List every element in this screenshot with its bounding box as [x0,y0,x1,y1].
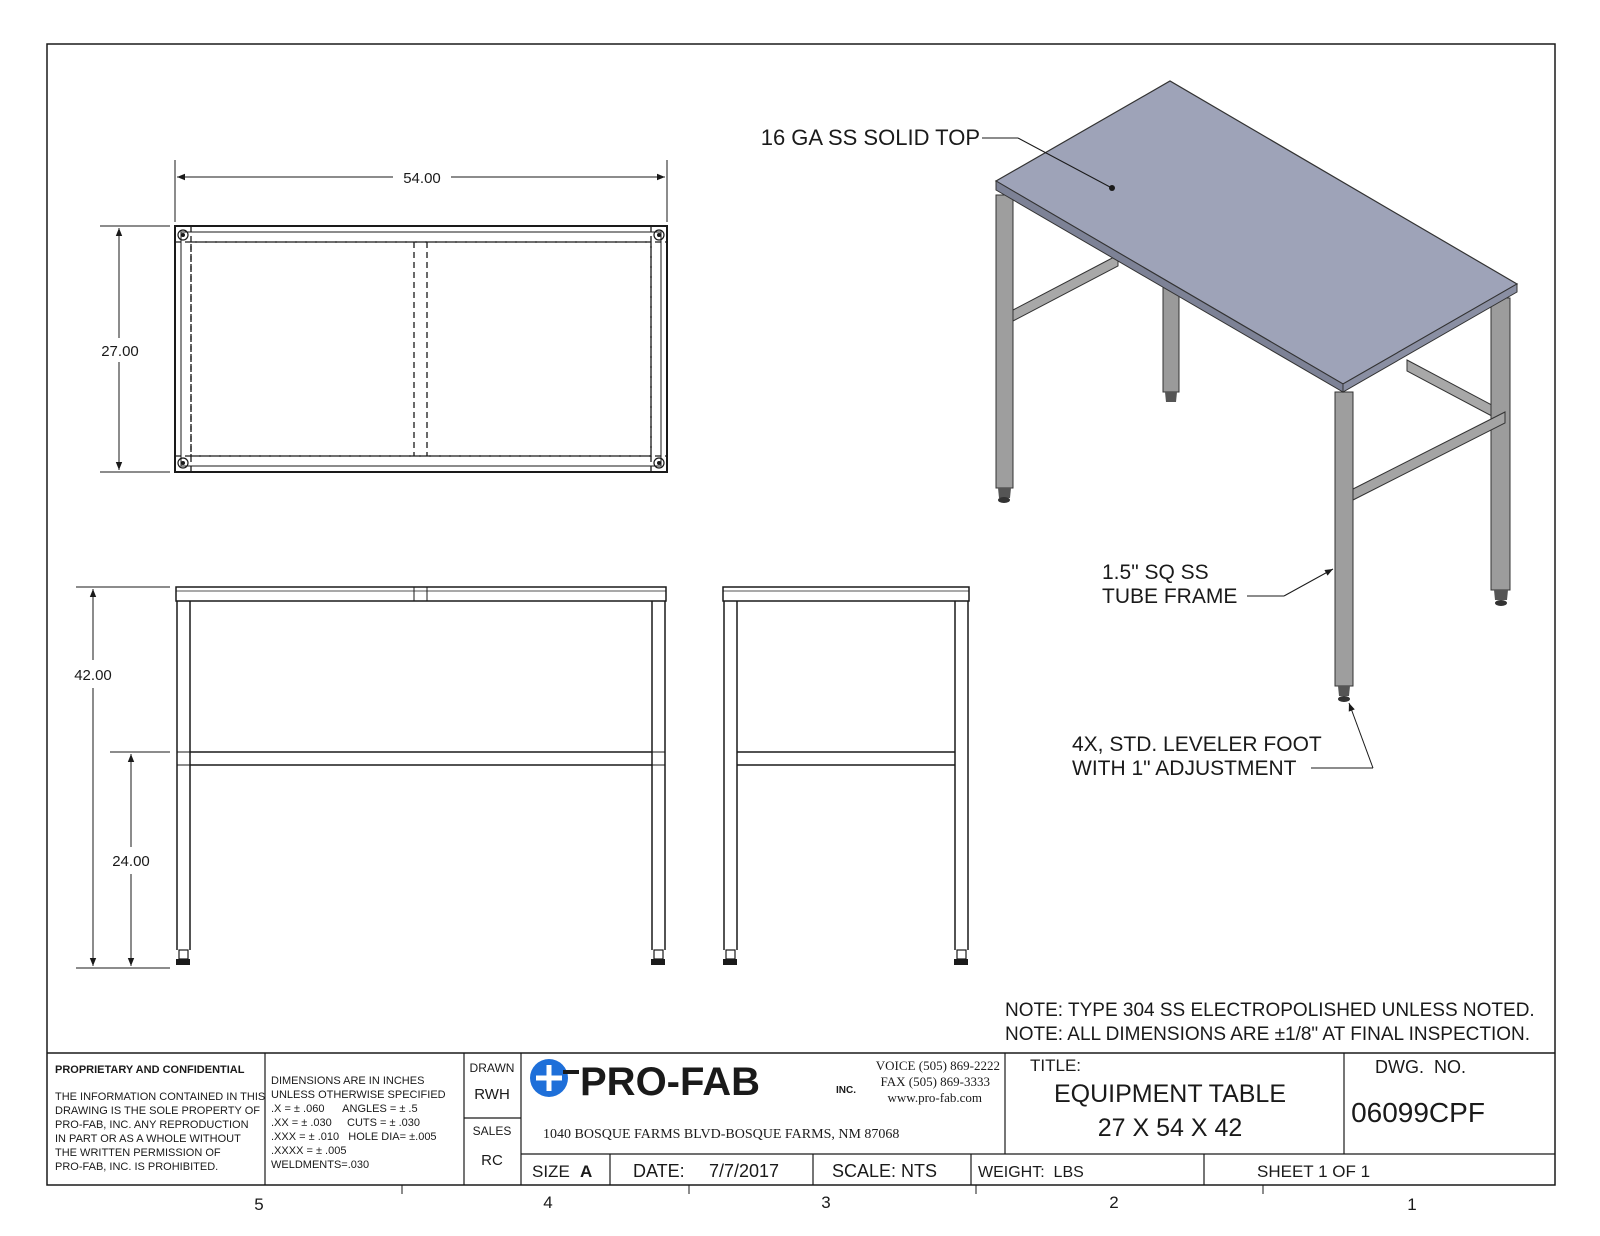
proprietary-line: PRO-FAB, INC. ANY REPRODUCTION [55,1119,249,1131]
zone-markers [254,1185,1416,1214]
drawing-title-line1: EQUIPMENT TABLE [1053,1080,1287,1108]
frame-callout-line2: TUBE FRAME [1102,585,1238,608]
zone-label: 4 [543,1193,553,1212]
proprietary-title: PROPRIETARY AND CONFIDENTIAL [55,1064,245,1076]
note-2: NOTE: ALL DIMENSIONS ARE ±1/8" AT FINAL INSPECTION. [1005,1024,1531,1045]
foot-callout-line1: 4X, STD. LEVELER FOOT [1072,733,1322,756]
date-label: DATE: [633,1161,685,1181]
sales-by: RC [481,1152,503,1169]
front-view [74,587,666,968]
scale: SCALE: NTS [832,1161,938,1181]
drawn-by: RWH [474,1086,510,1103]
side-view [723,587,969,965]
fax-phone: FAX (505) 869-3333 [880,1074,990,1089]
address: 1040 BOSQUE FARMS BLVD-BOSQUE FARMS, NM 87068 [543,1127,900,1142]
proprietary-line: PRO-FAB, INC. IS PROHIBITED. [55,1161,219,1173]
size-value: A [580,1162,593,1181]
leveler-foot-marks [178,230,664,468]
proprietary-line: IN PART OR AS A WHOLE WITHOUT [55,1133,241,1145]
title-block [47,1053,1555,1185]
zone-label: 3 [821,1193,831,1212]
pro-fab-logo [530,1059,856,1104]
tolerance-line: DIMENSIONS ARE IN INCHES [271,1075,425,1087]
top-callout: 16 GA SS SOLID TOP [760,125,980,150]
width-dimension: 54.00 [403,170,441,187]
voice-phone: VOICE (505) 869-2222 [875,1058,1000,1073]
sheet-number: SHEET 1 OF 1 [1257,1162,1371,1181]
dwg-label: DWG. NO. [1375,1057,1466,1077]
tolerance-line: .XXXX = ± .005 [271,1145,347,1157]
tolerance-line: .X = ± .060 ANGLES = ± .5 [271,1103,418,1115]
tolerance-line: .XXX = ± .010 HOLE DIA= ±.005 [271,1131,437,1143]
tolerance-line: WELDMENTS=.030 [271,1159,370,1171]
title-label: TITLE: [1030,1056,1082,1075]
top-view [100,160,667,472]
iso-tabletop [996,81,1517,392]
shelf-height-dimension: 24.00 [112,853,150,870]
company-name: PRO-FAB [580,1060,760,1104]
height-dimension: 42.00 [74,667,112,684]
frame-callout-line1: 1.5" SQ SS [1102,561,1209,584]
zone-label: 1 [1407,1195,1417,1214]
proprietary-line: THE INFORMATION CONTAINED IN THIS [55,1091,266,1103]
sales-label: SALES [472,1124,512,1138]
zone-label: 5 [254,1195,264,1214]
proprietary-line: THE WRITTEN PERMISSION OF [55,1147,221,1159]
company-suffix: INC. [836,1085,856,1096]
date-value: 7/7/2017 [709,1161,780,1181]
weight: WEIGHT: LBS [978,1164,1084,1181]
depth-dimension: 27.00 [101,343,139,360]
website: www.pro-fab.com [887,1090,982,1105]
isometric-view [996,81,1517,702]
dwg-number: 06099CPF [1351,1097,1485,1128]
drawing-title-line2: 27 X 54 X 42 [1097,1114,1243,1142]
foot-callout-line2: WITH 1" ADJUSTMENT [1072,757,1297,780]
tolerance-line: .XX = ± .030 CUTS = ± .030 [271,1117,421,1129]
zone-label: 2 [1109,1193,1119,1212]
drawn-label: DRAWN [469,1061,515,1075]
proprietary-line: DRAWING IS THE SOLE PROPERTY OF [55,1105,260,1117]
tolerance-line: UNLESS OTHERWISE SPECIFIED [271,1089,446,1101]
note-1: NOTE: TYPE 304 SS ELECTROPOLISHED UNLESS NOTED. [1005,1000,1535,1021]
size-label: SIZE [532,1162,570,1181]
